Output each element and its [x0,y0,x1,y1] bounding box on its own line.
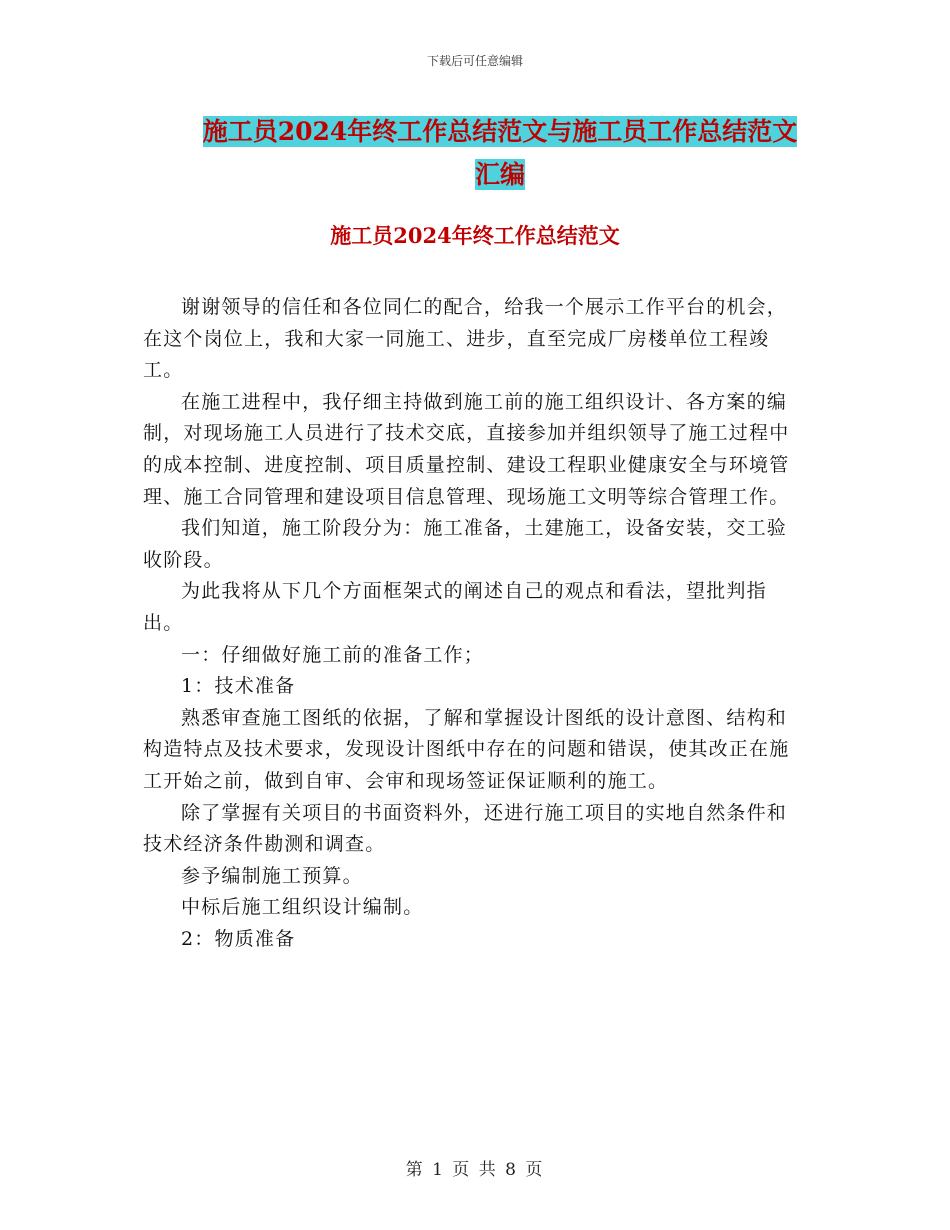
document-body [143,292,803,955]
page-header-note: 下载后可任意编辑 [426,54,523,68]
paragraph: 在施工进程中，我仔细主持做到施工前的施工组织设计、各方案的编制，对现场施工人员进行了技术交底，直接参加并组织领导了施工过程中的成本控制、进度控制、项目质量控制、建设工程职业健康安全与环境管理、施工合同管理和建设项目信息管理、现场施工文明等综合管理工作。 [143,390,790,508]
document-title-line-1: 施工员2024年终工作总结范文与施工员工作总结范文 [202,117,798,146]
paragraph: 我们知道，施工阶段分为：施工准备，土建施工，设备安装，交工验收阶段。 [143,517,788,571]
paragraph: 一：仔细做好施工前的准备工作； [181,643,485,666]
document-title [150,110,850,196]
section-title: 施工员2024年终工作总结范文 [330,223,620,248]
document-title-line-2: 汇编 [474,160,525,189]
paragraph: 2：物质准备 [181,927,296,950]
paragraph: 参予编制施工预算。 [181,864,363,887]
page-number: 第 1 页 共 8 页 [405,1160,545,1180]
paragraph: 为此我将从下几个方面框架式的阐述自己的观点和看法，望批判指出。 [143,580,767,634]
paragraph: 1：技术准备 [181,675,296,698]
paragraph: 除了掌握有关项目的书面资料外，还进行施工项目的实地自然条件和技术经济条件勘测和调查。 [143,801,788,856]
paragraph: 中标后施工组织设计编制。 [181,896,424,919]
paragraph: 谢谢领导的信任和各位同仁的配合，给我一个展示工作平台的机会，在这个岗位上，我和大家一同施工、进步，直至完成厂房楼单位工程竣工。 [143,296,788,382]
paragraph: 熟悉审查施工图纸的依据，了解和掌握设计图纸的设计意图、结构和构造特点及技术要求，发现设计图纸中存在的问题和错误，使其改正在施工开始之前，做到自审、会审和现场签证保证顺利的施工。 [143,706,790,792]
